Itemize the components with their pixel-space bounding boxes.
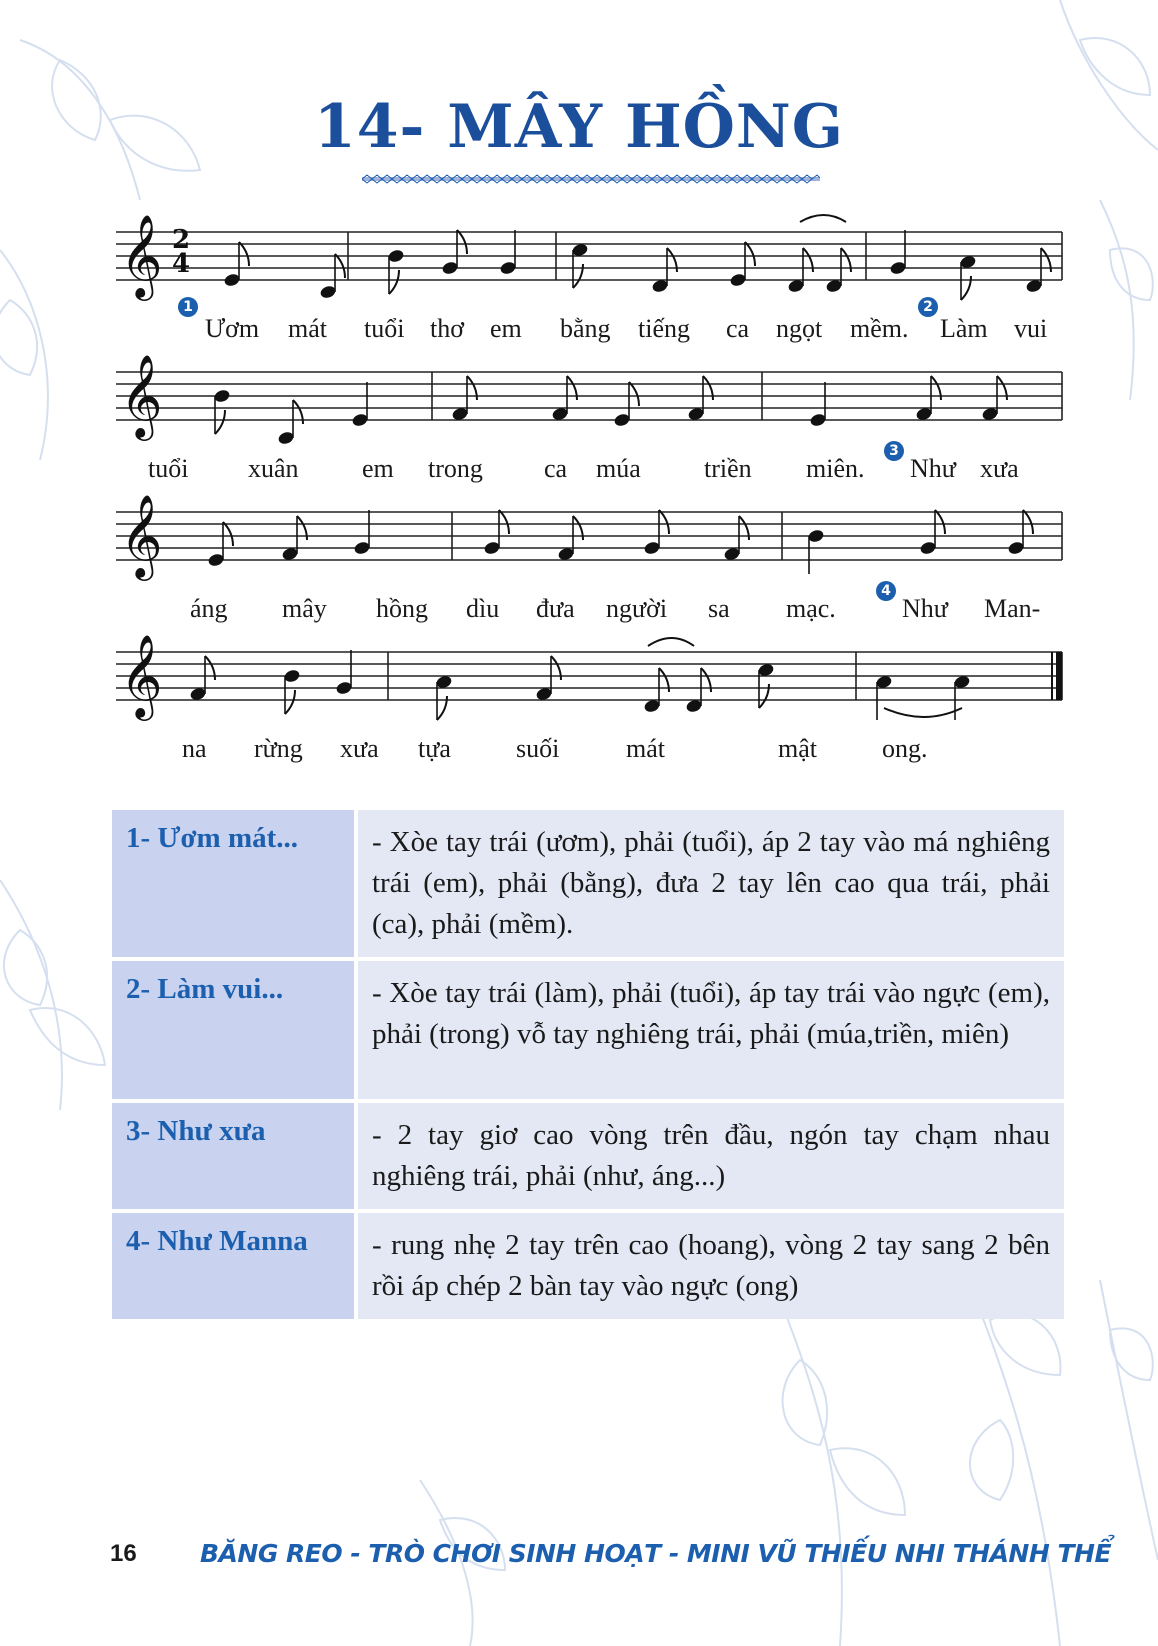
lyric-word: ong. (882, 734, 928, 763)
move-key: 4- Như Manna (112, 1213, 358, 1319)
lyric-word: em (362, 454, 394, 483)
treble-clef-icon: 𝄞 (120, 493, 163, 577)
note-flag (659, 510, 669, 534)
move-description (358, 961, 1064, 1099)
lyric-word: tiếng (638, 314, 690, 343)
lyric-word: tuổi (364, 314, 405, 343)
lyric-word: mật (778, 734, 817, 763)
move-description (358, 810, 1064, 957)
note-flag (223, 522, 233, 546)
lyric-word: ca (726, 314, 750, 343)
lyric-word: bằng (560, 314, 611, 343)
note-flag (499, 510, 509, 534)
note-flag (239, 242, 249, 266)
lyric-word: Man- (984, 594, 1041, 623)
table-row (112, 961, 1064, 1099)
lyric-word: mạc. (786, 594, 836, 623)
note-flag (457, 230, 467, 254)
lyric-word: mây (282, 594, 327, 623)
lyric-word: xưa (980, 454, 1019, 483)
slur (648, 638, 694, 646)
time-signature-bottom: 4 (172, 249, 191, 279)
lyric-word: suối (516, 734, 560, 763)
move-key: 2- Làm vui... (112, 961, 358, 1099)
sheet-music-score (0, 0, 1158, 800)
lyric-word: trong (428, 454, 483, 483)
verse-number-4: 4 (876, 581, 896, 601)
lyric-word: mềm. (850, 314, 909, 343)
time-signature-top: 2 (172, 225, 191, 255)
move-description (358, 1213, 1064, 1319)
note-flag (629, 382, 639, 406)
treble-clef-icon: 𝄞 (120, 353, 163, 437)
lyric-word: Như (910, 454, 956, 483)
lyric-word: Ươm (205, 314, 260, 343)
move-description-text: - Xòe tay trái (ươm), phải (tuổi), áp 2 tay vào má nghiêng trái (em), phải (bằng), đưa 2 tay lên cao qua trái, phải (ca), phải (mềm). (372, 826, 1050, 940)
treble-clef-icon: 𝄞 (120, 213, 163, 297)
move-description-text: - 2 tay giơ cao vòng trên đầu, ngón tay chạm nhau nghiêng trái, phải (như, áng...) (372, 1119, 1050, 1192)
page-number: 16 (110, 1540, 137, 1567)
lyric-word: Làm (940, 314, 988, 343)
book-title: BĂNG REO - TRÒ CHƠI SINH HOẠT - MINI VŨ THIẾU NHI THÁNH THỂ (200, 1539, 1112, 1568)
lyric-word: đưa (536, 594, 575, 623)
verse-number-1: 1 (178, 297, 198, 317)
treble-clef-icon: 𝄞 (120, 633, 163, 717)
note-flag (285, 690, 295, 714)
lyric-word: xuân (248, 454, 299, 483)
lyric-word: múa (596, 454, 641, 483)
lyric-word: rừng (254, 734, 303, 763)
move-key: 1- Ươm mát... (112, 810, 358, 957)
lyric-word: ca (544, 454, 568, 483)
note-flag (215, 410, 225, 434)
lyric-word: ngọt (776, 314, 823, 343)
note-flag (335, 254, 345, 278)
final-bar-thick (1056, 652, 1062, 700)
table-row (112, 1213, 1064, 1319)
tie (884, 708, 962, 717)
move-description-text: - rung nhẹ 2 tay trên cao (hoang), vòng 2 tay sang 2 bên rồi áp chép 2 bàn tay vào ngực (ong) (372, 1229, 1050, 1302)
verse-number-3: 3 (884, 441, 904, 461)
lyric-word: xưa (340, 734, 379, 763)
lyric-word: dìu (466, 594, 500, 623)
note-flag (935, 510, 945, 534)
lyric-word: triền (704, 454, 752, 483)
move-key: 3- Như xưa (112, 1103, 358, 1209)
note-flag (389, 270, 399, 294)
table-row (112, 810, 1064, 957)
verse-number-2: 2 (918, 297, 938, 317)
lyric-word: em (490, 314, 522, 343)
lyric-word: tuổi (148, 454, 189, 483)
move-description-text: - Xòe tay trái (làm), phải (tuổi), áp tay trái vào ngực (em), phải (trong) vỗ tay nghiêng trái, phải (múa,triền, miên) (372, 977, 1050, 1050)
lyric-word: Như (902, 594, 948, 623)
lyric-word: áng (190, 594, 228, 623)
slur (800, 215, 846, 222)
lyric-word: thơ (430, 314, 464, 343)
move-description (358, 1103, 1064, 1209)
lyric-word: hồng (376, 594, 428, 623)
lyric-word: sa (708, 594, 730, 623)
lyric-word: mát (288, 314, 327, 343)
lyric-word: na (182, 734, 207, 763)
lyric-word: người (606, 594, 668, 623)
lyric-word: tựa (418, 734, 451, 763)
lyric-word: mát (626, 734, 665, 763)
note-flag (745, 242, 755, 266)
dance-moves-table (112, 806, 1064, 1323)
lyric-word: vui (1014, 314, 1048, 343)
table-row (112, 1103, 1064, 1209)
note-flag (1023, 510, 1033, 534)
lyric-word: miên. (806, 454, 865, 483)
song-title: 14- MÂY HỒNG (313, 92, 845, 162)
